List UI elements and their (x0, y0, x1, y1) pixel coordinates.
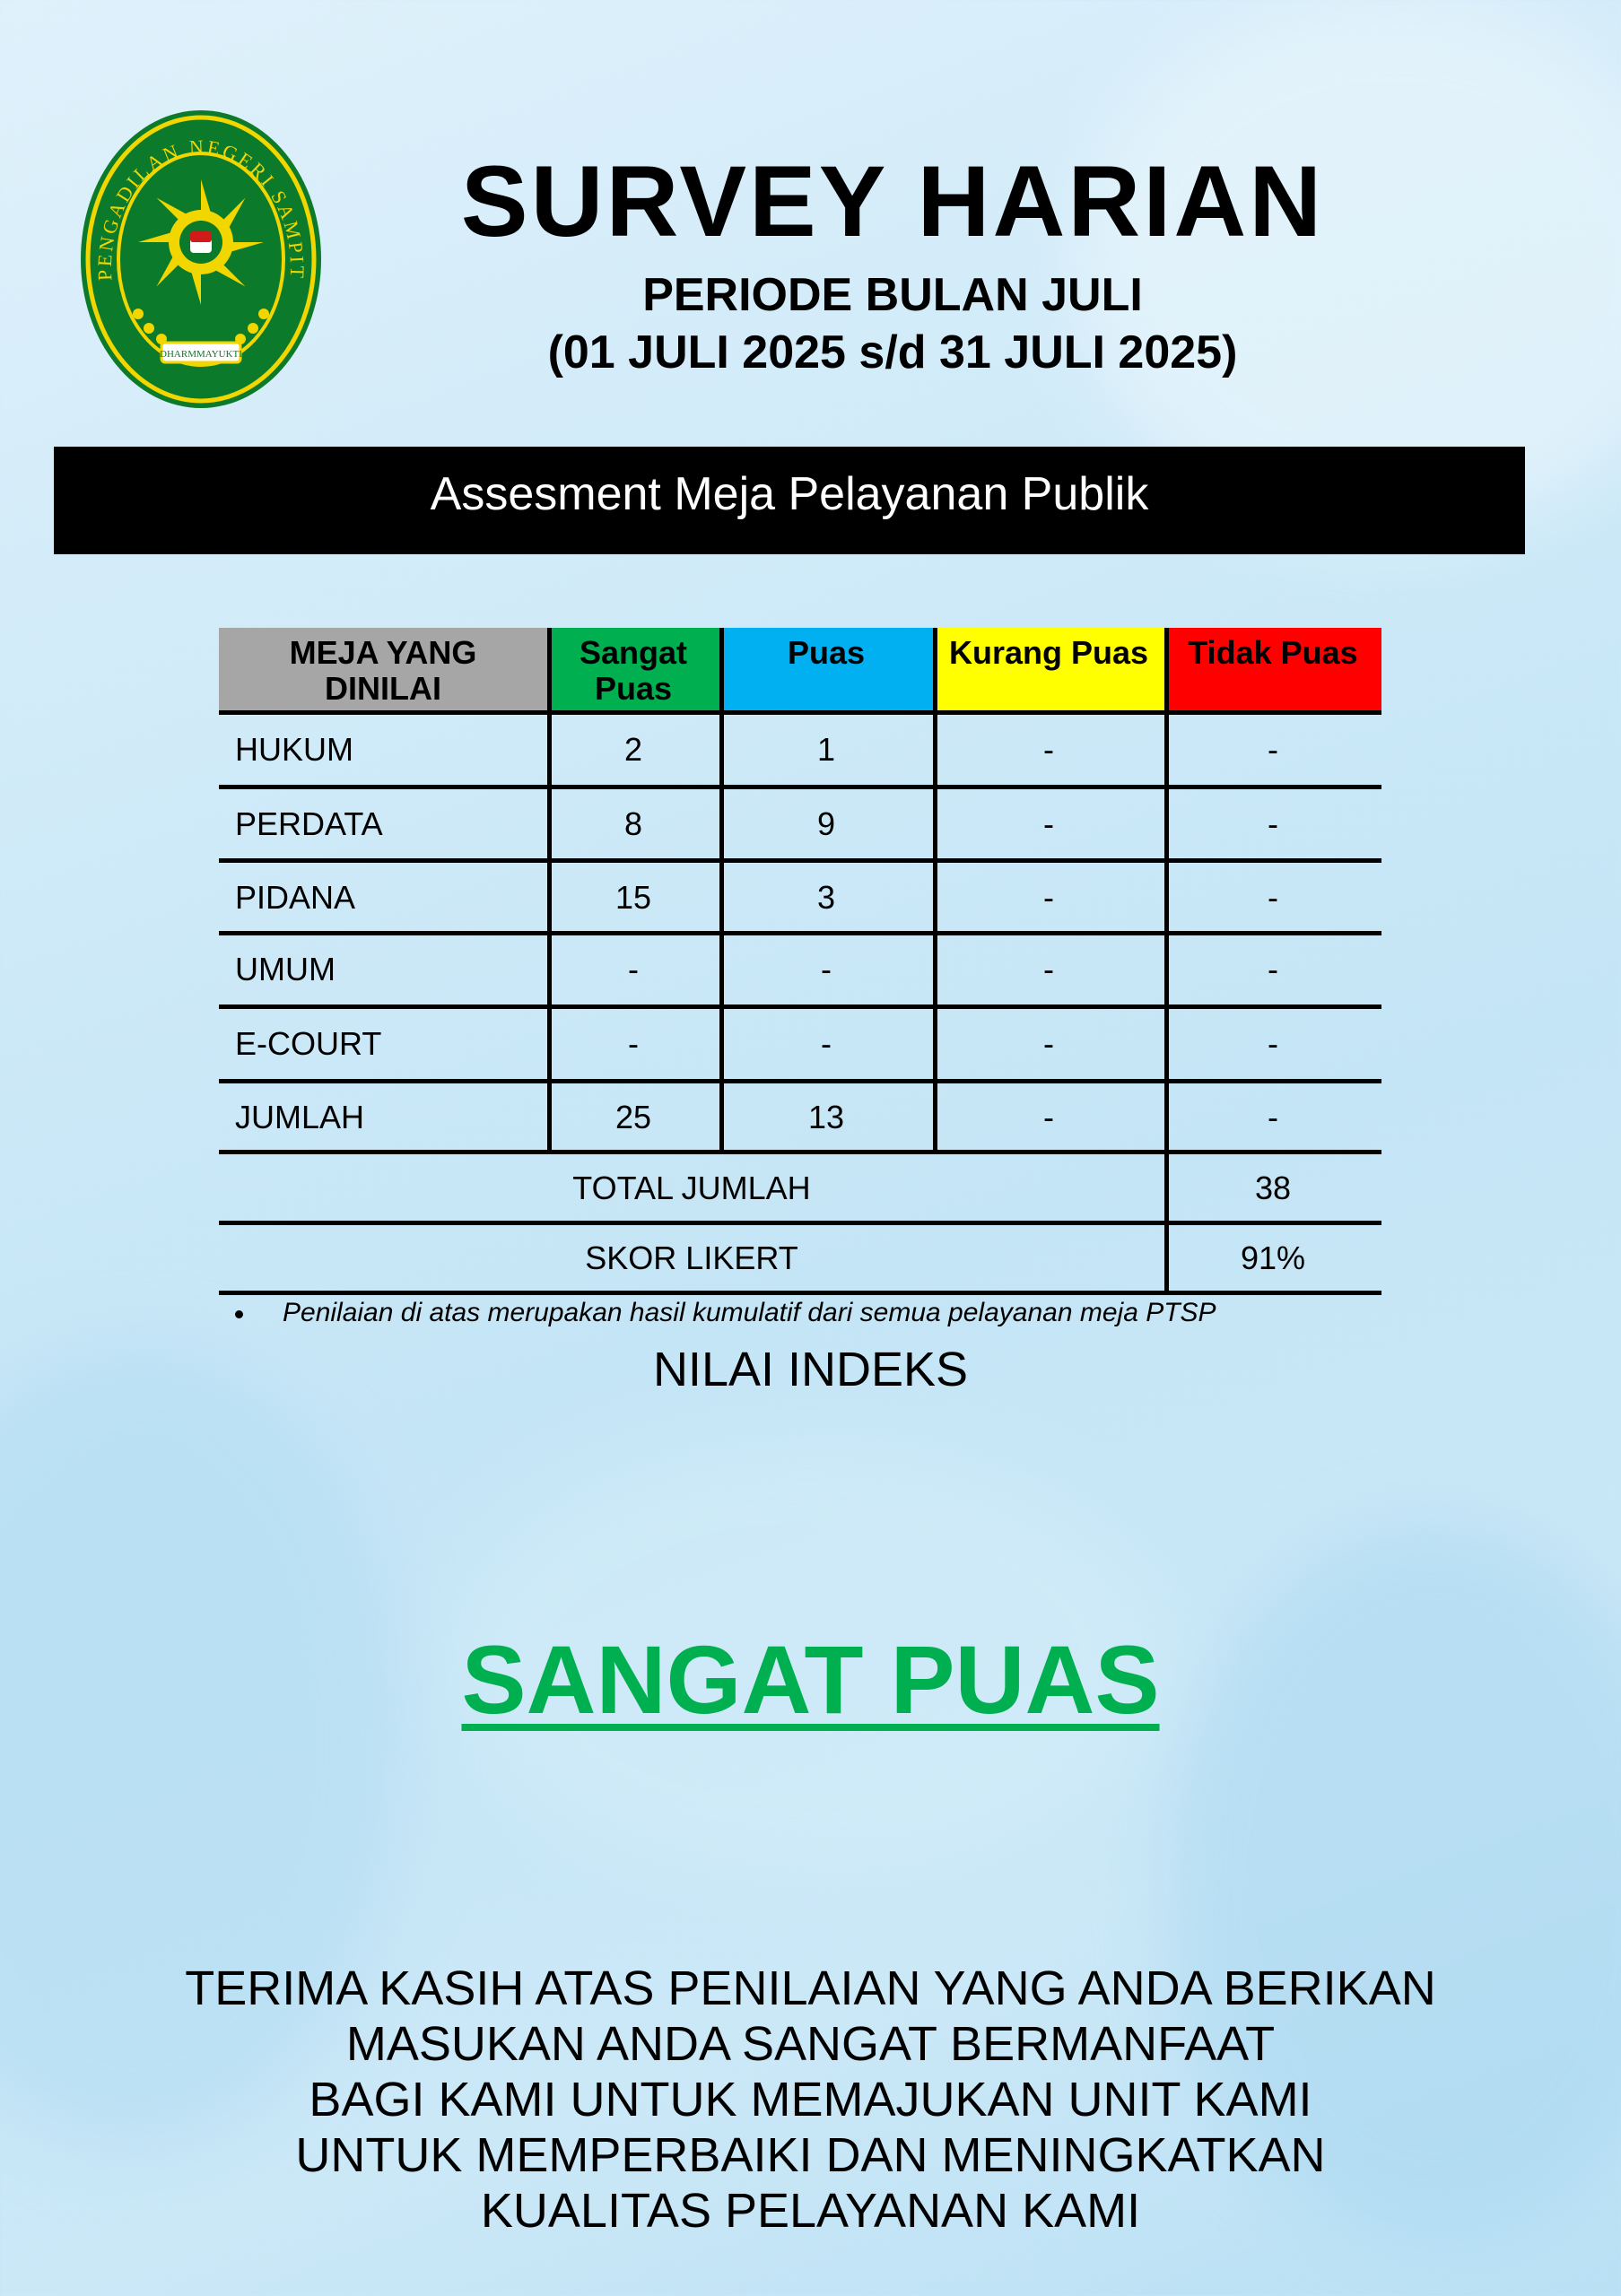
logo-ribbon-text: DHARMMAYUKTI (160, 349, 242, 360)
column-header-less-satisfied: Kurang Puas (933, 628, 1164, 710)
total-label: TOTAL JUMLAH (572, 1170, 811, 1206)
total-value: 38 (1254, 1170, 1292, 1206)
page-title: SURVEY HARIAN (460, 145, 1325, 257)
date-range: (01 JULI 2025 s/d 31 JULI 2025) (547, 326, 1238, 378)
column-header-satisfied: Puas (719, 628, 933, 710)
index-label: NILAI INDEKS (652, 1343, 969, 1396)
column-header-not-satisfied: Tidak Puas (1164, 628, 1381, 710)
court-emblem-logo (79, 108, 323, 411)
likert-label: SKOR LIKERT (585, 1239, 798, 1276)
table-footnote: Penilaian di atas merupakan hasil kumulatif dari semua pelayanan meja PTSP (235, 1298, 1216, 1328)
bullet-icon (235, 1310, 243, 1318)
column-header-desk: MEJA YANG DINILAI (219, 628, 547, 710)
section-title-bar (54, 447, 1525, 554)
index-result: SANGAT PUAS (461, 1625, 1160, 1734)
likert-value: 91% (1240, 1239, 1306, 1276)
period-label: PERIODE BULAN JULI (642, 269, 1143, 321)
thank-you-message: TERIMA KASIH ATAS PENILAIAN YANG ANDA BERIKAN MASUKAN ANDA SANGAT BERMANFAAT BAGI KAMI UNTUK MEMAJUKAN UNIT KAMI UNTUK MEMPERBAIKI DAN MENINGKATKAN KUALITAS PELAYANAN KAMI (185, 1961, 1436, 2238)
column-header-very-satisfied: Sangat Puas (547, 628, 719, 710)
logo-ring-text: PENGADILAN NEGERI SAMPIT (92, 135, 309, 282)
section-title: Assesment Meja Pelayanan Publik (430, 468, 1149, 520)
